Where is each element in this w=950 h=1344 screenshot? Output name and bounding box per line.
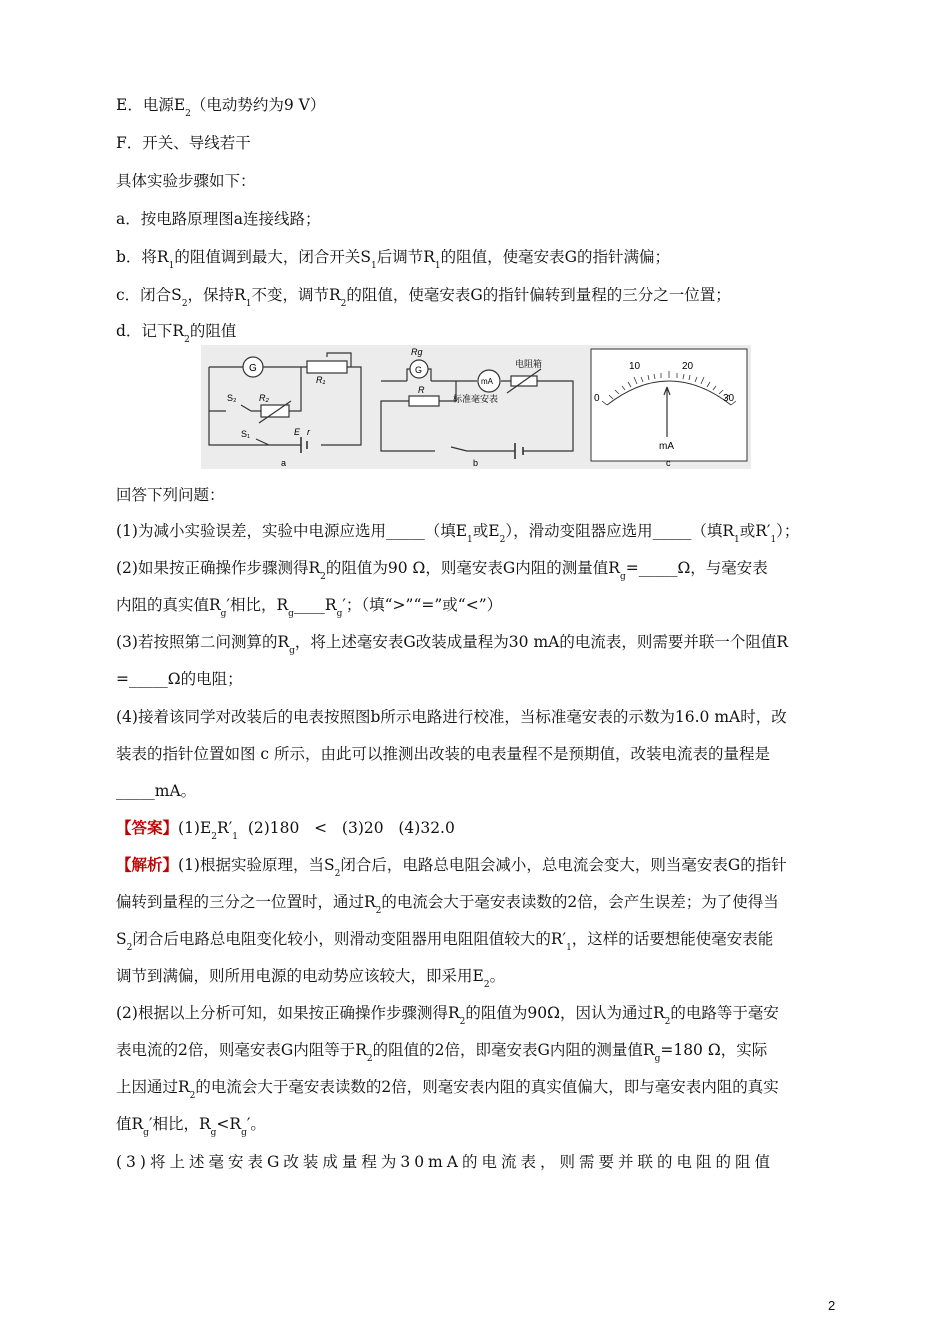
e-label: E <box>294 427 301 437</box>
tick-10: 10 <box>629 361 641 372</box>
explanation-line-9: (3)将上述毫安表G改装成量程为30mA的电流表，则需要并联的电阻的阻值 <box>116 1153 774 1171</box>
rg-label: Rg <box>411 347 423 357</box>
explanation-line-2: 偏转到量程的三分之一位置时，通过$R_2$的电流会大于毫安表读数的2倍，会产生误差；为了使得当 <box>116 893 779 916</box>
std-label: 标准毫安表 <box>453 394 499 404</box>
caption-a: a <box>281 458 287 468</box>
g-label-a: G <box>249 363 257 374</box>
question-3-line-2: =_____Ω的电阻； <box>116 670 243 688</box>
explanation-line-8: 值$R_g'$相比，$R_g<R_g'$。 <box>116 1115 266 1138</box>
step-b: b．将$R_1$的阻值调到最大，闭合开关$S_1$后调节$R_1$的阻值，使毫安表G的指针满偏； <box>116 248 670 271</box>
caption-b: b <box>473 458 479 468</box>
explanation-line-4: 调节到满偏，则所用电源的电动势应该较大，即采用$E_2$。 <box>116 967 506 990</box>
question-4-line-1: (4)接着该同学对改装后的电表按照图b所示电路进行校准，当标准毫安表的示数为16.0 mA时，改 <box>116 708 787 726</box>
ma-label-b: mA <box>481 377 493 386</box>
explanation-line-1: 【解析】(1)根据实验原理，当$S_2$闭合后，电路总电阻会减小，总电流会变大，则当毫安表G的指针 <box>116 855 787 879</box>
option-e: E．电源$E_2$（电动势约为9 V） <box>116 96 326 119</box>
explanation-line-6: 表电流的2倍，则毫安表G内阻等于$R_2$的阻值的2倍，即毫安表G内阻的测量值$R_g=180$ Ω，实际 <box>116 1041 768 1064</box>
r-shunt-label: R <box>418 385 425 395</box>
explanation-line-5: (2)根据以上分析可知，如果按正确操作步骤测得$R_2$的阻值为90Ω，因认为通过$R_2$的电路等于毫安 <box>116 1004 779 1027</box>
page-number: 2 <box>828 1298 836 1313</box>
question-4-line-2: 装表的指针位置如图 c 所示，由此可以推测出改装的电表量程不是预期值，改装电流表的量程是 <box>116 745 771 763</box>
caption-c: c <box>666 458 671 468</box>
tick-20: 20 <box>682 361 694 372</box>
g-label-b: G <box>415 365 423 375</box>
question-1: (1)为减小实验误差，实验中电源应选用_____（填$E_1$或$E_2$），滑动变阻器应选用_____（填$R_1$或$R'_1$）； <box>116 522 800 545</box>
steps-title: 具体实验步骤如下： <box>116 172 256 190</box>
figure-svg <box>201 345 751 469</box>
r-label: r <box>307 427 310 437</box>
explanation-line-3: $S_2$闭合后电路总电阻变化较小，则滑动变阻器用电阻阻值较大的$R'_1$，这样的话要想能使毫安表能 <box>116 930 774 953</box>
question-2-line-2: 内阻的真实值$R_g'$相比，$R_g\_\_\_\_R_g'$；（填“>”“=”或“<”） <box>116 596 503 619</box>
s1-label: S₁ <box>241 429 251 439</box>
answer-line: 【答案】$(1)E_2R'_1$ (2)180 < (3)20 (4)32.0 <box>116 818 455 842</box>
r1-label: R₁ <box>316 375 326 385</box>
meter-unit: mA <box>659 441 674 452</box>
tick-0: 0 <box>594 393 600 404</box>
box-label: 电阻箱 <box>515 359 543 369</box>
answer-intro: 回答下列问题： <box>116 486 225 504</box>
s2-label: S₂ <box>227 393 237 403</box>
tick-30: 30 <box>723 393 735 404</box>
shunt-resistor <box>409 396 439 406</box>
resistor-r2 <box>261 405 289 417</box>
step-c: c．闭合$S_2$，保持$R_1$不变，调节$R_2$的阻值，使毫安表G的指针偏转到量程的三分之一位置； <box>116 286 731 309</box>
r2-label: R₂ <box>259 393 269 403</box>
question-4-line-3: _____mA。 <box>116 782 197 800</box>
rheostat-r1 <box>307 361 347 373</box>
option-f: F．开关、导线若干 <box>116 134 251 152</box>
question-3-line-1: (3)若按照第二问测算的$R_g$，将上述毫安表G改装成量程为30 mA的电流表，则需要并联一个阻值R <box>116 633 789 656</box>
explanation-line-7: 上因通过$R_2$的电流会大于毫安表读数的2倍，则毫安表内阻的真实值偏大，即与毫安表内阻的真实 <box>116 1078 779 1101</box>
step-a: a．按电路原理图a连接线路； <box>116 210 321 228</box>
circuit-figure <box>201 345 751 469</box>
step-d: d．记下$R_2$的阻值 <box>116 322 237 345</box>
question-2-line-1: (2)如果按正确操作步骤测得$R_2$的阻值为90 Ω，则毫安表G内阻的测量值$R_g=\_\_\_\_\_\Omega$，与毫安表 <box>116 559 768 582</box>
